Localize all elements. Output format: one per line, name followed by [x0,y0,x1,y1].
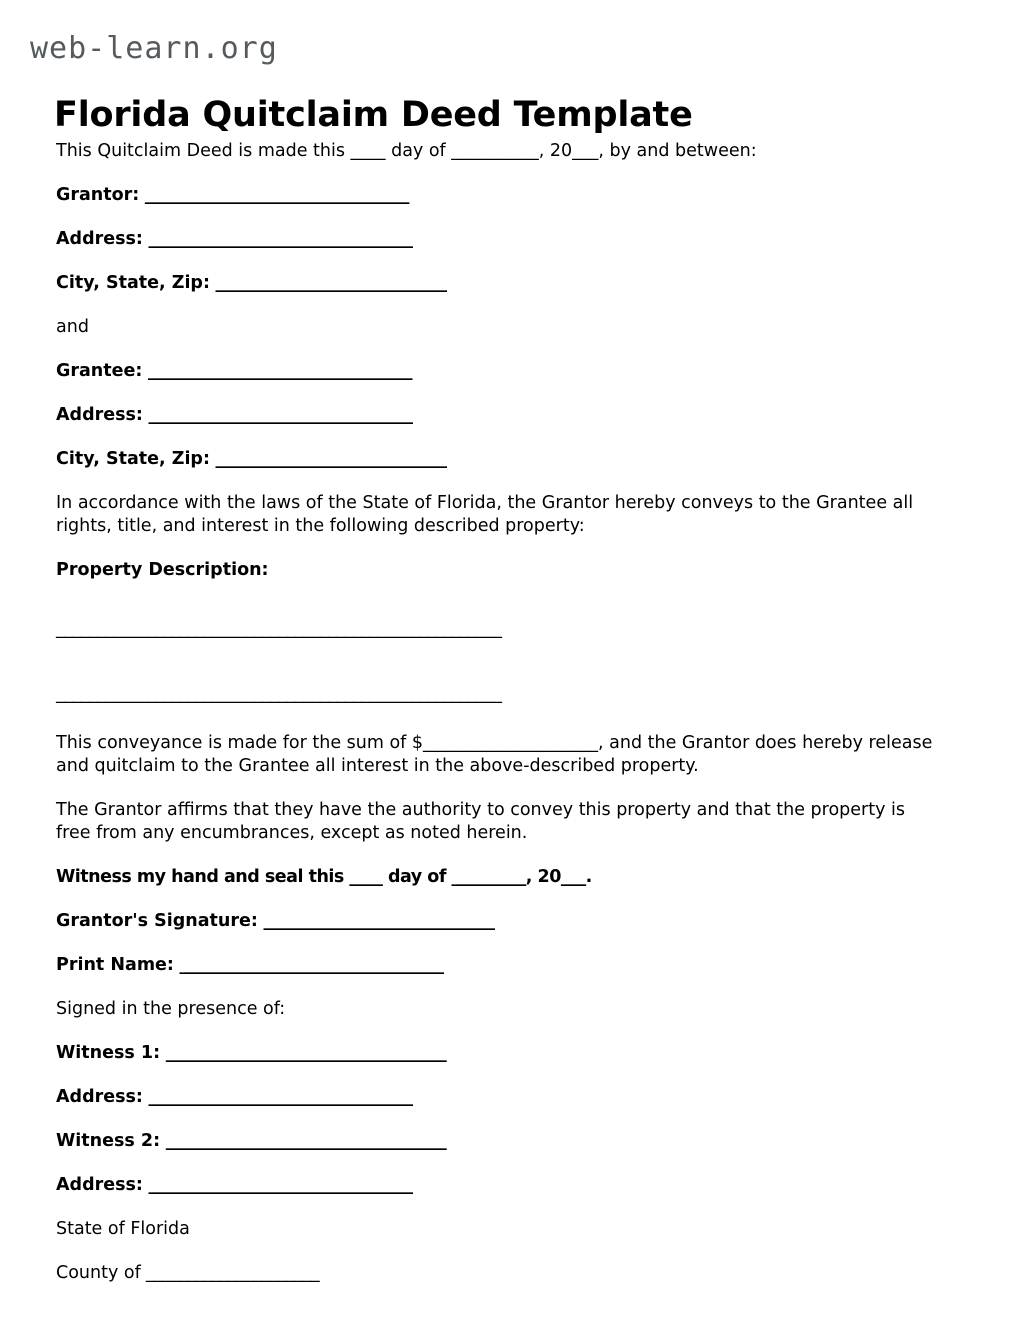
witness-1-name-row [56,1042,956,1065]
witness-1-address-label: Address: [56,1087,143,1107]
witness-1-address-blank[interactable]: ________________________________ [142,1087,413,1107]
print-name-row [56,954,956,977]
grantor-signature-label: Grantor's Signature: [56,911,258,931]
grantor-city-state-zip-label: City, State, Zip: [56,273,210,293]
grantee-city-state-zip-label: City, State, Zip: [56,449,210,469]
witness-1-name-label: Witness 1: [56,1043,161,1063]
property-description-label [56,559,956,582]
grantor-name-row [56,184,956,207]
witness-1-address-row [56,1086,956,1109]
grantor-signature-row [56,910,956,933]
witness-2-name-row [56,1130,956,1153]
county-label: County of [56,1263,141,1283]
property-description-blank-2[interactable]: ______________________________________________________ [56,684,502,704]
grantor-city-state-zip-blank[interactable]: ____________________________ [209,273,447,293]
property-description-label-text: Property Description: [56,560,269,580]
witness-seal-line-text[interactable]: Witness my hand and seal this ____ day of _________, 20___. [56,867,592,887]
witness-2-name-label: Witness 2: [56,1131,161,1151]
grantor-name-label: Grantor: [56,185,140,205]
grantee-address-blank[interactable]: ________________________________ [142,405,413,425]
witness-seal-line [56,866,956,889]
intro-sentence: This Quitclaim Deed is made this ____ day of __________, 20___, by and between: [56,141,757,161]
print-name-blank[interactable]: ________________________________ [173,955,444,975]
site-watermark: web-learn.org [30,31,278,66]
grantor-city-state-zip-row [56,272,956,295]
witness-1-name-blank[interactable]: __________________________________ [160,1043,447,1063]
signed-presence-text: Signed in the presence of: [56,999,286,1019]
witness-2-address-label: Address: [56,1175,143,1195]
affirmation-paragraph: The Grantor affirms that they have the authority to convey this property and that the property is free from any encumbrances, except as noted herein. [56,800,905,843]
grantor-name-blank[interactable]: ________________________________ [139,185,409,205]
state-line: State of Florida [56,1219,190,1239]
property-description-spacer [56,661,956,683]
witness-2-address-row [56,1174,956,1197]
page-title: Florida Quitclaim Deed Template [54,95,693,136]
grantor-signature-blank[interactable]: ____________________________ [257,911,495,931]
grantee-address-row [56,404,956,427]
grantor-address-row [56,228,956,251]
sum-paragraph: This conveyance is made for the sum of $____________________, and the Grantor does hereby release and quitclaim to the Grantee all interest in the above-described property. [56,733,933,776]
print-name-label: Print Name: [56,955,174,975]
conveyance-paragraph: In accordance with the laws of the State of Florida, the Grantor hereby conveys to the Grantee all rights, title, and interest in the following described property: [56,493,914,536]
grantee-name-label: Grantee: [56,361,143,381]
grantee-name-row [56,360,956,383]
grantor-address-label: Address: [56,229,143,249]
grantee-address-label: Address: [56,405,143,425]
county-blank[interactable]: _____________________ [140,1263,320,1283]
grantor-address-blank[interactable]: ________________________________ [142,229,413,249]
witness-2-name-blank[interactable]: __________________________________ [160,1131,447,1151]
document-body [56,140,956,1306]
county-row [56,1262,956,1285]
and-conjunction: and [56,317,89,337]
property-description-blank-1[interactable]: ______________________________________________________ [56,619,502,639]
grantee-city-state-zip-blank[interactable]: ____________________________ [209,449,447,469]
grantee-name-blank[interactable]: ________________________________ [142,361,412,381]
witness-2-address-blank[interactable]: ________________________________ [142,1175,413,1195]
grantee-city-state-zip-row [56,448,956,471]
